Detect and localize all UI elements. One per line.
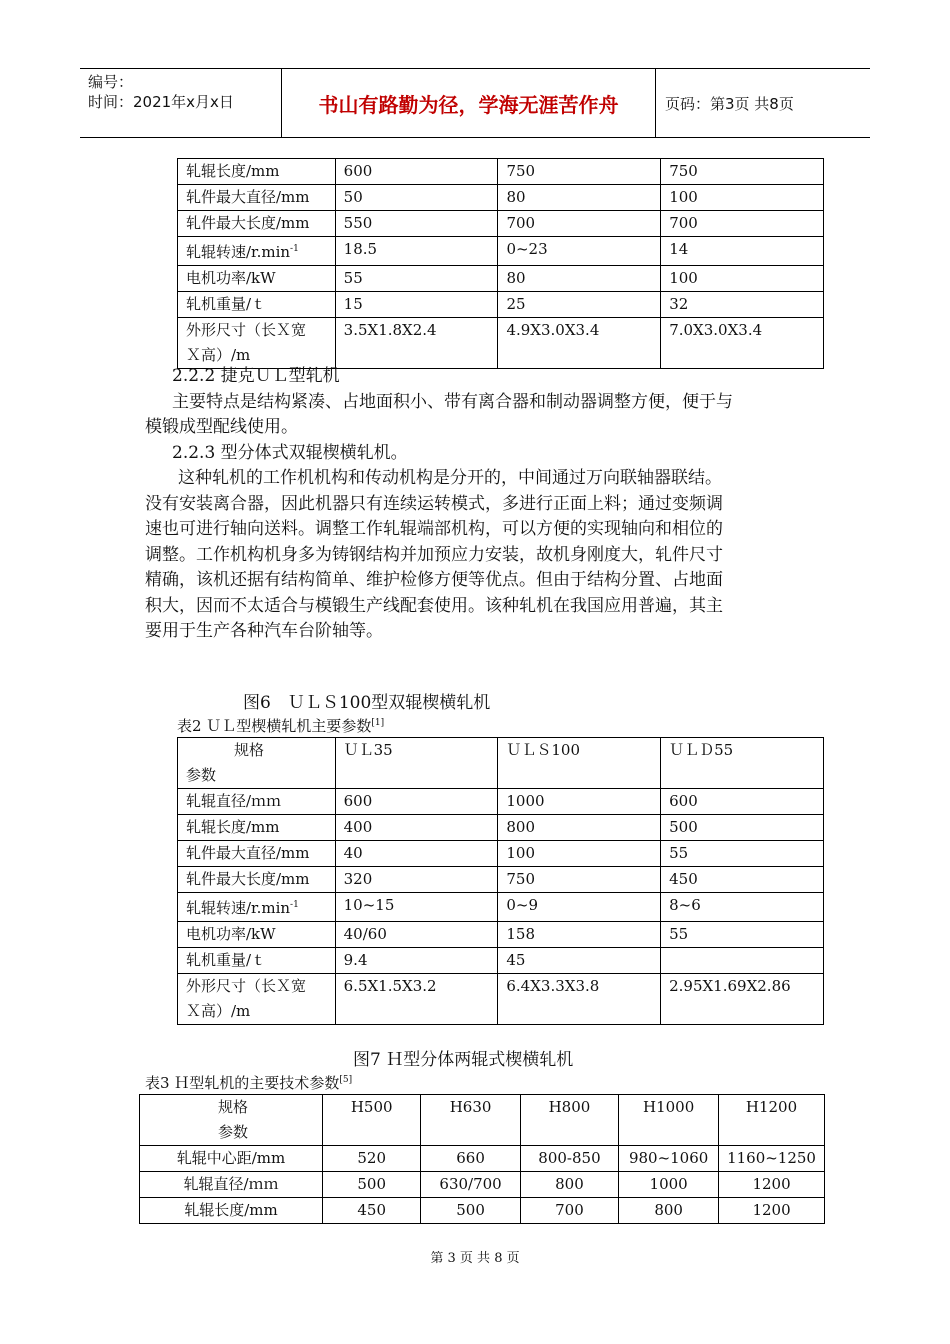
table-cell: 800 — [498, 815, 661, 841]
table-2-caption-text: 表2 ＵＬ型楔横轧机主要参数 — [177, 717, 372, 735]
table-cell: 600 — [335, 159, 498, 185]
rpm-label: 轧辊转速/r.min — [186, 243, 291, 261]
rpm-superscript: -1 — [290, 244, 299, 254]
table-cell: 4.9X3.0X3.4 — [498, 318, 661, 369]
table-cell: 550 — [335, 211, 498, 237]
section-223-line: 要用于生产各种汽车台阶轴等。 — [145, 621, 383, 641]
section-222-text-line1: 主要特点是结构紧凑、占地面积小、带有离合器和制动器调整方便，便于与 — [172, 392, 733, 412]
table-cell — [178, 237, 336, 266]
table-cell — [178, 974, 336, 1025]
table-row — [178, 867, 824, 893]
dimension-label-line1: 外形尺寸（长Ｘ宽 — [186, 321, 307, 339]
table-cell: 700 — [498, 211, 661, 237]
table-header-cell: H630 — [421, 1095, 520, 1146]
table-cell: 32 — [661, 292, 824, 318]
table-header-cell: ＵＬＤ55 — [661, 738, 824, 789]
table-row — [178, 922, 824, 948]
table-cell: 500 — [661, 815, 824, 841]
table-1 — [177, 158, 824, 369]
table-cell: 800 — [619, 1198, 719, 1224]
table-2-citation: [1] — [371, 718, 385, 728]
table-row — [140, 1198, 825, 1224]
table-cell: 轧机重量/ｔ — [178, 292, 336, 318]
param-label: 参数 — [218, 1123, 249, 1141]
table-cell: 600 — [335, 789, 498, 815]
table-cell: 轧辊长度/mm — [178, 815, 336, 841]
figure-6-caption: 图6 ＵＬＳ100型双辊楔横轧机 — [243, 693, 491, 713]
table-cell: 15 — [335, 292, 498, 318]
table-cell: 10~15 — [335, 893, 498, 922]
rpm-superscript: -1 — [290, 900, 299, 910]
section-223-line: 调整。工作机构机身多为铸钢结构并加预应力安装，故机身刚度大，轧件尺寸 — [145, 545, 723, 565]
table-cell: 630/700 — [421, 1172, 520, 1198]
table-cell: 电机功率/kW — [178, 922, 336, 948]
table-cell: 55 — [661, 841, 824, 867]
table-header-cell — [140, 1095, 323, 1146]
table-cell: 450 — [661, 867, 824, 893]
table-cell: 轧辊长度/mm — [178, 159, 336, 185]
spec-label: 规格 — [218, 1098, 249, 1116]
table-cell: 55 — [335, 266, 498, 292]
table-cell: 750 — [498, 867, 661, 893]
table-cell: 0~23 — [498, 237, 661, 266]
table-cell: 轧件最大长度/mm — [178, 211, 336, 237]
table-cell: 18.5 — [335, 237, 498, 266]
figure-7-caption: 图7 Ｈ型分体两辊式楔横轧机 — [353, 1050, 574, 1070]
table-row — [178, 948, 824, 974]
table-cell — [178, 893, 336, 922]
table-row — [178, 237, 824, 266]
header-motto: 书山有路勤为径，学海无涯苦作舟 — [282, 69, 656, 137]
table-row — [178, 974, 824, 1025]
table-cell: 320 — [335, 867, 498, 893]
table-cell: 轧件最大直径/mm — [178, 841, 336, 867]
table-cell: 40 — [335, 841, 498, 867]
table-header-cell: H500 — [322, 1095, 421, 1146]
table-cell: 100 — [498, 841, 661, 867]
table-cell: 1200 — [719, 1198, 825, 1224]
table-cell — [178, 318, 336, 369]
table-cell: 40/60 — [335, 922, 498, 948]
table-3-caption — [145, 1072, 352, 1093]
header-page-number: 页码：第3页 共8页 — [665, 94, 794, 113]
table-row — [140, 1146, 825, 1172]
table-header-cell: ＵＬＳ100 — [498, 738, 661, 789]
table-cell: 轧机重量/ｔ — [178, 948, 336, 974]
table-row — [140, 1172, 825, 1198]
rpm-label: 轧辊转速/r.min — [186, 899, 291, 917]
table-row — [178, 789, 824, 815]
table-cell: 100 — [661, 185, 824, 211]
table-cell: 400 — [335, 815, 498, 841]
table-header-cell — [178, 738, 336, 789]
section-222-text-line2: 模锻成型配线使用。 — [145, 417, 298, 437]
table-cell: 450 — [322, 1198, 421, 1224]
document-date: 时间：2021年x月x日 — [88, 93, 234, 111]
table-cell: 轧辊直径/ｍｍ — [178, 789, 336, 815]
table-3 — [139, 1094, 825, 1224]
table-cell: 500 — [322, 1172, 421, 1198]
table-row — [178, 266, 824, 292]
table-header-cell: H1000 — [619, 1095, 719, 1146]
param-label: 参数 — [186, 766, 217, 784]
table-cell: 1160~1250 — [719, 1146, 825, 1172]
document-number: 编号： — [88, 73, 134, 91]
table-cell: 500 — [421, 1198, 520, 1224]
table-cell: 14 — [661, 237, 824, 266]
table-header-cell: H800 — [520, 1095, 619, 1146]
table-cell: 1000 — [498, 789, 661, 815]
table-cell: 6.4X3.3X3.8 — [498, 974, 661, 1025]
table-cell: 800 — [520, 1172, 619, 1198]
table-cell: 55 — [661, 922, 824, 948]
table-row — [178, 185, 824, 211]
table-cell: 8~6 — [661, 893, 824, 922]
table-cell: 电机功率/kW — [178, 266, 336, 292]
table-cell: 轧辊长度/mm — [140, 1198, 323, 1224]
table-cell: 660 — [421, 1146, 520, 1172]
table-3-caption-text: 表3 Ｈ型轧机的主要技术参数 — [145, 1074, 340, 1092]
table-header-row — [178, 738, 824, 789]
section-223-heading: 2.2.3 型分体式双辊楔横轧机。 — [172, 443, 408, 463]
section-223-line: 积大，因而不太适合与模锻生产线配套使用。该种轧机在我国应用普遍，其主 — [145, 596, 723, 616]
section-223-line: 没有安装离合器，因此机器只有连续运转模式，多进行正面上料；通过变频调 — [145, 494, 723, 514]
page-header — [80, 68, 870, 138]
table-cell: 100 — [661, 266, 824, 292]
table-cell: 3.5X1.8X2.4 — [335, 318, 498, 369]
table-cell: 158 — [498, 922, 661, 948]
table-row — [178, 159, 824, 185]
table-row — [178, 292, 824, 318]
table-2 — [177, 737, 824, 1025]
dimension-label-line2: Ｘ高）/m — [186, 1002, 251, 1020]
table-cell: 750 — [661, 159, 824, 185]
header-meta — [80, 69, 282, 137]
table-cell: 轧件最大直径/mm — [178, 185, 336, 211]
table-row — [178, 893, 824, 922]
table-cell: 1200 — [719, 1172, 825, 1198]
section-223-line: 精确，该机还据有结构简单、维护检修方便等优点。但由于结构分置、占地面 — [145, 570, 723, 590]
table-cell: 80 — [498, 185, 661, 211]
section-223-line: 速也可进行轴向送料。调整工作轧辊端部机构，可以方便的实现轴向和相位的 — [145, 519, 723, 539]
section-223-line: 这种轧机的工作机机构和传动机构是分开的，中间通过万向联轴器联结。 — [178, 468, 722, 488]
table-cell: 800-850 — [520, 1146, 619, 1172]
table-cell: 50 — [335, 185, 498, 211]
table-cell: 980~1060 — [619, 1146, 719, 1172]
table-cell: 700 — [520, 1198, 619, 1224]
table-cell: 轧件最大长度/mm — [178, 867, 336, 893]
table-row — [178, 841, 824, 867]
spec-label: 规格 — [234, 741, 265, 759]
table-cell: 轧辊直径/ｍｍ — [140, 1172, 323, 1198]
table-cell: 45 — [498, 948, 661, 974]
dimension-label-line1: 外形尺寸（长Ｘ宽 — [186, 977, 307, 995]
table-cell: 520 — [322, 1146, 421, 1172]
table-header-row — [140, 1095, 825, 1146]
table-row — [178, 318, 824, 369]
table-cell: 1000 — [619, 1172, 719, 1198]
table-header-cell: ＵＬ35 — [335, 738, 498, 789]
table-cell: 750 — [498, 159, 661, 185]
table-cell — [661, 948, 824, 974]
table-cell: 7.0X3.0X3.4 — [661, 318, 824, 369]
table-cell: 0~9 — [498, 893, 661, 922]
table-cell: 轧辊中心距/mm — [140, 1146, 323, 1172]
dimension-label-line2: Ｘ高）/m — [186, 346, 251, 364]
table-row — [178, 211, 824, 237]
table-2-caption — [177, 715, 384, 736]
table-3-citation: [5] — [339, 1075, 353, 1085]
section-222-heading: 2.2.2 捷克ＵＬ型轧机 — [172, 366, 340, 386]
table-cell: 600 — [661, 789, 824, 815]
table-cell: 2.95X1.69X2.86 — [661, 974, 824, 1025]
table-cell: 25 — [498, 292, 661, 318]
table-cell: 80 — [498, 266, 661, 292]
table-cell: 9.4 — [335, 948, 498, 974]
table-cell: 700 — [661, 211, 824, 237]
page-footer: 第 3 页 共 8 页 — [430, 1251, 520, 1266]
table-header-cell: H1200 — [719, 1095, 825, 1146]
table-cell: 6.5X1.5X3.2 — [335, 974, 498, 1025]
table-row — [178, 815, 824, 841]
